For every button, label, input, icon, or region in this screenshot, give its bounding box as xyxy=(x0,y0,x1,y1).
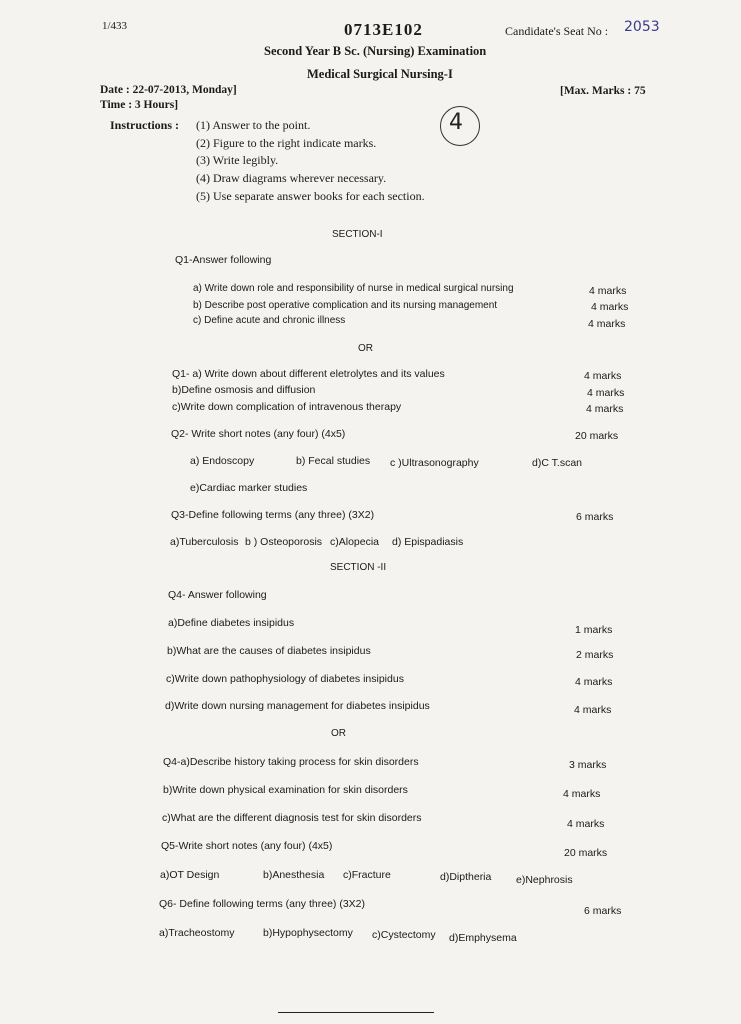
q3-marks: 6 marks xyxy=(576,511,614,523)
q1-item-marks: 4 marks xyxy=(591,301,629,313)
instruction-item: (3) Write legibly. xyxy=(196,153,279,167)
handwritten-mark: 4 xyxy=(449,110,463,135)
q2-item: e)Cardiac marker studies xyxy=(190,482,308,494)
q2-marks: 20 marks xyxy=(575,430,619,442)
instruction-item: (2) Figure to the right indicate marks. xyxy=(196,136,377,150)
q1-item: a) Write down role and responsibility of nurse in medical surgical nursing xyxy=(193,283,514,294)
q4-item-marks: 2 marks xyxy=(576,649,614,661)
bottom-rule xyxy=(278,1012,434,1013)
max-marks: [Max. Marks : 75 xyxy=(560,85,646,97)
q4-item-marks: 1 marks xyxy=(575,624,613,636)
seat-number-handwritten: 2053 xyxy=(624,19,660,35)
instructions-label: Instructions : xyxy=(110,118,180,132)
paper-code: 0713E102 xyxy=(344,20,423,39)
q2-item: b) Fecal studies xyxy=(296,455,371,467)
q2-item: c )Ultrasonography xyxy=(390,457,479,469)
q4-alt-marks: 4 marks xyxy=(563,788,601,800)
q1-alt-marks: 4 marks xyxy=(584,370,622,382)
q2-item: a) Endoscopy xyxy=(190,455,255,467)
q4-item: b)What are the causes of diabetes insipidus xyxy=(167,645,371,657)
q3-item: c)Alopecia xyxy=(330,536,380,548)
q5-marks: 20 marks xyxy=(564,847,608,859)
exam-time: Time : 3 Hours] xyxy=(100,99,179,111)
q4-item-marks: 4 marks xyxy=(574,704,612,716)
q1-alt-item: Q1- a) Write down about different eletrolytes and its values xyxy=(172,368,445,380)
q6-item: b)Hypophysectomy xyxy=(263,927,353,939)
q4-alt-item: Q4-a)Describe history taking process for skin disorders xyxy=(163,756,419,768)
q1-item: b) Describe post operative complication and its nursing management xyxy=(193,300,498,311)
q4-alt-marks: 3 marks xyxy=(569,759,607,771)
instruction-item: (4) Draw diagrams wherever necessary. xyxy=(196,171,387,185)
q1-alt-marks: 4 marks xyxy=(587,387,625,399)
q1-item-marks: 4 marks xyxy=(589,285,627,297)
q2-item: d)C T.scan xyxy=(532,457,582,469)
q6-item: c)Cystectomy xyxy=(372,929,436,941)
seat-number-label: Candidate's Seat No : xyxy=(505,24,609,38)
q1-heading: Q1-Answer following xyxy=(175,254,272,266)
q3-heading: Q3-Define following terms (any three) (3X2) xyxy=(171,509,375,521)
q3-item: a)Tuberculosis xyxy=(170,536,239,548)
q4-item: d)Write down nursing management for diabetes insipidus xyxy=(165,700,430,712)
q4-alt-item: b)Write down physical examination for skin disorders xyxy=(163,784,408,796)
q4-item-marks: 4 marks xyxy=(575,676,613,688)
q3-item: d) Epispadiasis xyxy=(392,536,464,548)
section-2-title: SECTION -II xyxy=(330,562,387,573)
q1-item-marks: 4 marks xyxy=(588,318,626,330)
q4-item: a)Define diabetes insipidus xyxy=(168,617,295,629)
q4-alt-item: c)What are the different diagnosis test for skin disorders xyxy=(162,812,422,824)
q5-heading: Q5-Write short notes (any four) (4x5) xyxy=(161,840,333,852)
q1-alt-marks: 4 marks xyxy=(586,403,624,415)
or-separator: OR xyxy=(331,728,346,739)
q3-item: b ) Osteoporosis xyxy=(245,536,323,548)
q6-item: a)Tracheostomy xyxy=(159,927,235,939)
subject-title: Medical Surgical Nursing-I xyxy=(307,67,453,81)
or-separator: OR xyxy=(358,343,373,354)
q5-item: e)Nephrosis xyxy=(516,874,573,886)
instruction-item: (5) Use separate answer books for each section. xyxy=(196,189,425,203)
q6-heading: Q6- Define following terms (any three) (3X2) xyxy=(159,898,365,910)
instruction-item: (1) Answer to the point. xyxy=(196,118,311,132)
q1-item: c) Define acute and chronic illness xyxy=(193,315,346,326)
q6-marks: 6 marks xyxy=(584,905,622,917)
section-1-title: SECTION-I xyxy=(332,229,383,240)
q5-item: a)OT Design xyxy=(160,869,220,881)
q5-item: b)Anesthesia xyxy=(263,869,325,881)
q1-alt-item: c)Write down complication of intravenous therapy xyxy=(172,401,402,413)
exam-title: Second Year B Sc. (Nursing) Examination xyxy=(264,44,487,58)
q6-item: d)Emphysema xyxy=(449,932,517,944)
q4-heading: Q4- Answer following xyxy=(168,589,267,601)
q1-alt-item: b)Define osmosis and diffusion xyxy=(172,384,316,396)
exam-date: Date : 22-07-2013, Monday] xyxy=(100,84,237,96)
q2-heading: Q2- Write short notes (any four) (4x5) xyxy=(171,428,346,440)
q5-item: c)Fracture xyxy=(343,869,391,881)
q4-alt-marks: 4 marks xyxy=(567,818,605,830)
q4-item: c)Write down pathophysiology of diabetes insipidus xyxy=(166,673,404,685)
q5-item: d)Diptheria xyxy=(440,871,492,883)
page-reference: 1/433 xyxy=(102,20,128,32)
